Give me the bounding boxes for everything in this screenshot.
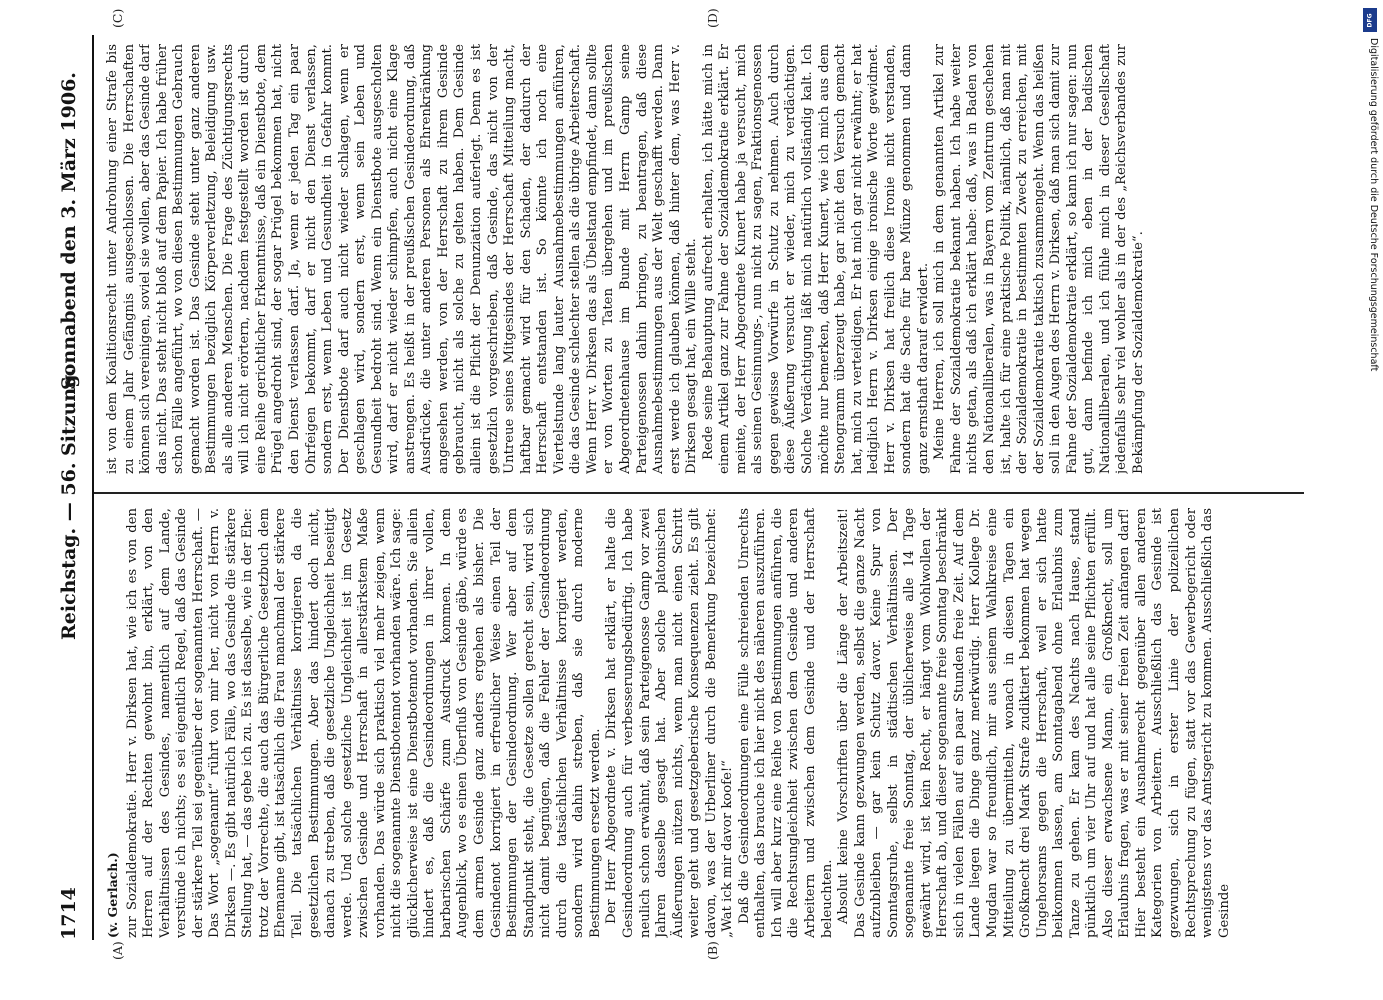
page-number: 1714 [58, 887, 80, 940]
margin-mark-d: (D) [705, 8, 720, 28]
paragraph: Der Herr Abgeordnete v. Dirksen hat erklärt, er halte die Gesindeordnung auch für verbesserungsbedürftig. Ich habe neulich schon erwähnt, daß sein Parteigenosse Gamp vor zwei Jahren dasselbe gesagt hat. Aber solche platonischen Äußerungen nützen nichts, wenn man nicht einen Schritt weiter geht und gesetzgeberische Konsequenzen zieht. Es gilt davon, was der Urberliner durch die Bemerkung bezeichnet: „Wat ick mir davor koofe!“ [604, 508, 736, 938]
session-date: Sonnabend den 3. März 1906. [58, 72, 80, 390]
margin-mark-b: (B) [705, 941, 720, 960]
right-column [105, 44, 1305, 474]
paragraph: zur Sozialdemokratie. Herr v. Dirksen hat, wie ich es von den Herren auf der Rechten gewohnt bin, erklärt, von den Verhältnissen des Gesindes, namentlich auf dem Lande, verstünde ich nichts; es sei eigentlich Regel, daß das Gesinde der stärkere Teil sei gegenüber der sogenannten Herrschaft. — Das Wort „sogenannt“ rührt von mir her, nicht von Herrn v. Dirksen —. Es gibt natürlich Fälle, wo das Gesinde die stärkere Stellung hat, — das gebe ich zu. Es ist dasselbe, wie in der Ehe: trotz der Vorrechte, die auch das Bürgerliche Gesetzbuch dem Ehemanne gibt, ist tatsächlich die Frau manchmal der stärkere Teil. Die tatsächlichen Verhältnisse korrigieren da die gesetzlichen Bestimmungen. Aber das hindert doch nicht, danach zu streben, daß die gesetzliche Ungleichheit beseitigt werde. Und solche gesetzliche Ungleichheit ist im Gesetz zwischen Gesinde und Herrschaft in allerstärkstem Maße vorhanden. Das würde sich praktisch viel mehr zeigen, wenn nicht die sogenannte Dienstbotennot vorhanden wäre. Ich sage: glücklicherweise ist eine Dienstbotennot vorhanden. Sie allein hindert es, daß die Gesindeordnungen in ihrer vollen, barbarischen Schärfe zum Ausdruck kommen. In dem Augenblick, wo es einen Überfluß von Gesinde gäbe, würde es dem armen Gesinde ganz anders ergehen als bisher. Die Gesindenot korrigiert in erfreulicher Weise einen Teil der Bestimmungen der Gesindeordnung. Wer aber auf dem Standpunkt steht, die Gesetze sollen gerecht sein, wird sich nicht damit begnügen, daß die Fehler der Gesindeordnung durch die tatsächlichen Verhältnisse korrigiert werden, sondern wird dahin streben, daß sie durch moderne Bestimmungen ersetzt werden. [124, 508, 603, 938]
paragraph: ist von dem Koalitionsrecht unter Androhung einer Strafe bis zu einem Jahr Gefängnis ausgeschlossen. Die Herrschaften können sich vereinigen, soviel sie wollen, aber das Gesinde darf das nicht. Das steht nicht bloß auf dem Papier. Ich habe früher schon Fälle angeführt, wo von diesen Bestimmungen Gebrauch gemacht worden ist. Das Gesinde steht unter ganz anderen Bestimmungen bezüglich Körperverletzung, Beleidigung usw. als alle anderen Menschen. Die Frage des Züchtigungsrechts will ich nicht erörtern, nachdem festgestellt worden ist durch eine Reihe gerichtlicher Erkenntnisse, daß ein Dienstbote, dem Prügel angedroht sind, der sogar Prügel bekommen hat, nicht den Dienst verlassen darf. Ja, wenn er jeden Tag ein paar Ohrfeigen bekommt, darf er nicht den Dienst verlassen, sondern erst, wenn Leben und Gesundheit in Gefahr kommt. Der Dienstbote darf auch nicht wieder schlagen, wenn er geschlagen wird, sondern erst, wenn sein Leben und Gesundheit bedroht sind. Wenn ein Dienstbote ausgescholten wird, darf er nicht wieder schimpfen, auch nicht eine Klage anstrengen. Es heißt in der preußischen Gesindeordnung, daß Ausdrücke, die unter anderen Personen als Ehrenkränkung angesehen werden, von der Herrschaft zu ihrem Gesinde gebraucht, nicht als solche zu gelten haben. Dem Gesinde allein ist die Pflicht der Denunziation auferlegt. Denn es ist gesetzlich vorgeschrieben, daß Gesinde, das nicht von der Untreue seines Mitgesindes der Herrschaft Mitteilung macht, haftbar gemacht wird für den Schaden, der dadurch der Herrschaft entstanden ist. So könnte ich noch eine Viertelstunde lang lauter Ausnahmebestimmungen anführen, die das Gesinde schlechter stellen als die übrige Arbeiterschaft. Wenn Herr v. Dirksen das als Übelstand empfindet, dann sollte er von Worten zu Taten übergehen und im preußischen Abgeordnetenhause im Bunde mit Herrn Gamp seine Parteigenossen dahin bringen, zu beantragen, daß diese Ausnahmebestimmungen aus der Welt geschafft werden. Dann erst werde ich glauben können, daß hinter dem, was Herr v. Dirksen gesagt hat, ein Wille steht. [105, 44, 700, 474]
paragraph: Absolut keine Vorschriften über die Länge der Arbeitszeit! Das Gesinde kann gezwungen werden, selbst die ganze Nacht aufzubleiben — gar kein Schutz davor. Keine Spur von Sonntagsruhe, selbst in städtischen Verhältnissen. Der sogenannte freie Sonntag, der üblicherweise alle 14 Tage gewährt wird, ist kein Recht, er hängt vom Wohlwollen der Herrschaft ab, und dieser sogenannte freie Sonntag beschränkt sich in vielen Fällen auf ein paar Stunden freie Zeit. Auf dem Lande liegen die Dinge ganz merkwürdig. Herr Kollege Dr. Mugdan war so freundlich, mir aus seinem Wahlkreise eine Mitteilung zu übermitteln, wonach in diesen Tagen ein Großknecht drei Mark Strafe zudiktiert bekommen hat wegen Ungehorsams gegen die Herrschaft, weil er sich hatte beikommen lassen, am Sonntagabend ohne Erlaubnis zum Tanze zu gehen. Er kam des Nachts nach Hause, stand pünktlich um vier Uhr auf und hat alle seine Pflichten erfüllt. Also dieser erwachsene Mann, ein Großknecht, soll um Erlaubnis fragen, was er mit seiner freien Zeit anfangen darf! Hier besteht ein Ausnahmerecht gegenüber allen anderen Kategorien von Arbeitern. Ausschließlich das Gesinde ist gezwungen, sich in erster Linie der polizeilichen Rechtsprechung zu fügen, statt vor das Gewerbegericht oder wenigstens vor das Amtsgericht zu kommen. Ausschließlich das Gesinde [836, 508, 1232, 938]
left-column [105, 508, 1305, 938]
credit-text: Digitalisierung gefördert durch die Deutsche Forschungsgemeinschaft [1368, 38, 1379, 372]
paragraph: Rede seine Behauptung aufrecht erhalten, ich hätte mich in einem Artikel ganz zur Fahne der Sozialdemokratie erklärt. Er meinte, der Herr Abgeordnete Kunert habe ja versucht, mich als seinen Gesinnungs-, nun nicht zu sagen, Fraktionsgenossen gegen gewisse Vorwürfe in Schutz zu nehmen. Auch durch diese Äußerung versucht er wieder, mich zu verdächtigen. Solche Verdächtigung läßt mich natürlich vollständig kalt. Ich möchte nur bemerken, daß Herr Kunert, wie ich mich aus dem Stenogramm überzeugt habe, gar nicht den Versuch gemacht hat, mich zu verteidigen. Er hat mich gar nicht erwähnt; er hat lediglich Herrn v. Dirksen einige ironische Worte gewidmet. Herr v. Dirksen hat freilich diese Ironie nicht verstanden, sondern hat die Sache für bare Münze genommen und dann ganz ernsthaft darauf erwidert. [700, 44, 931, 474]
paragraph: Daß die Gesindeordnungen eine Fülle schreienden Unrechts enthalten, das brauche ich hier nicht des näheren auszuführen. Ich will aber kurz eine Reihe von Bestimmungen anführen, die die Rechtsungleichheit zwischen dem Gesinde und anderen Arbeitern und zwischen dem Gesinde und der Herrschaft beleuchten. [736, 508, 835, 938]
session-title: Reichstag. — 56. Sitzung. [58, 367, 80, 640]
column-divider [94, 492, 1304, 494]
paragraph: Meine Herren, ich soll mich in dem genannten Artikel zur Fahne der Sozialdemokratie bekannt haben. Ich habe weiter nichts getan, als daß ich erklärt habe: daß, was in Baden von den Nationalliberalen, was in Bayern vom Zentrum geschehen ist, halte ich für eine praktische Politik, nämlich, daß man mit der Sozialdemokratie in bestimmten Zweck zu erreichen, mit der Sozialdemokratie taktisch zusammengeht. Wenn das heißen soll in den Augen des Herrn v. Dirksen, daß man sich damit zur Fahne der Sozialdemokratie erklärt, so kann ich nur sagen: nun gut, dann befinde ich mich eben in der badischen Nationalliberalen, und ich fühle mich in dieser Gesellschaft jedenfalls sehr viel wohler als in der des „Reichsverbandes zur Bekämpfung der Sozialdemokratie“. [932, 44, 1146, 474]
margin-mark-c: (C) [110, 8, 125, 28]
header-rule [92, 35, 94, 940]
speaker-label: (v. Gerlach.) [105, 852, 120, 938]
digitization-credit [1363, 8, 1377, 608]
dfg-logo-icon: DFG [1363, 8, 1377, 32]
margin-mark-a: (A) [110, 941, 125, 960]
